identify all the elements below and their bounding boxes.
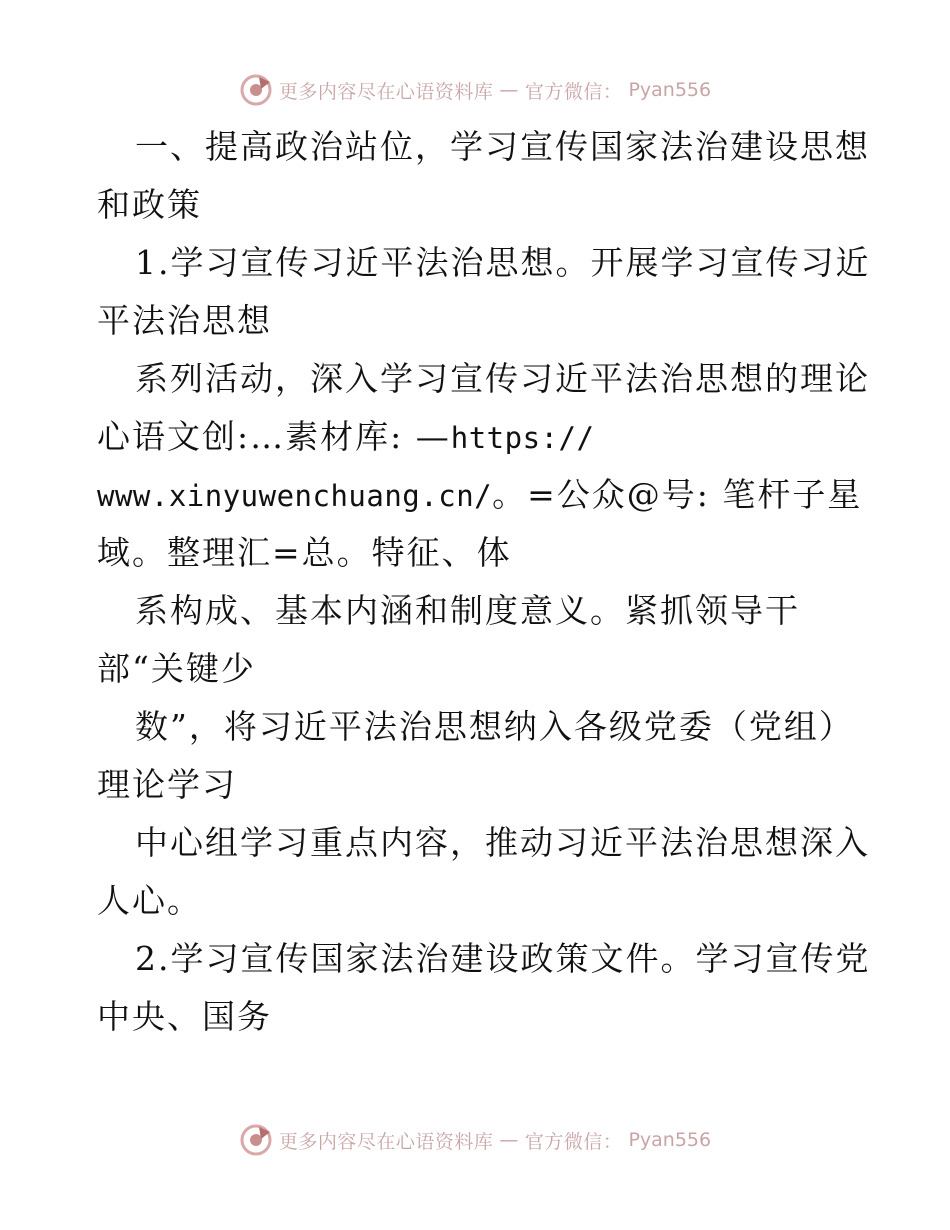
footer-watermark [0, 1120, 950, 1160]
watermark-text: 更多内容尽在心语资料库 [278, 80, 494, 103]
text-line: 系构成、基本内涵和制度意义。紧抓领导干 [135, 591, 800, 630]
url-segment: www.xinyuwenchuang.cn/ [97, 479, 493, 513]
text-line-with-url [97, 408, 857, 466]
text-line: 中心组学习重点内容，推动习近平法治思想深入 [135, 823, 870, 862]
text-segment: 。=公众@号: 笔杆子星 [492, 475, 863, 514]
watermark-suffix: 官方微信： [524, 80, 623, 103]
header-watermark [0, 70, 950, 110]
watermark-text: 更多内容尽在心语资料库 [278, 1130, 494, 1153]
text-line: 数”，将习近平法治思想纳入各级党委（党组） [135, 707, 854, 746]
text-line: 和政策 [97, 185, 202, 224]
text-line: 2.学习宣传国家法治建设政策文件。学习宣传党 [135, 939, 871, 978]
document-body [97, 118, 871, 1046]
text-line: 1.学习宣传习近平法治思想。开展学习宣传习近 [135, 243, 871, 282]
text-line: 理论学习 [97, 765, 237, 804]
text-line: 一、提高政治站位，学习宣传国家法治建设思想 [135, 127, 870, 166]
text-line: 平法治思想 [97, 301, 272, 340]
text-line: 人心。 [97, 881, 202, 920]
url-segment: https:// [450, 421, 595, 455]
text-line-with-url [97, 466, 863, 524]
text-line: 中央、国务 [97, 997, 272, 1036]
text-segment: 心语文创:…素材库: — [97, 417, 451, 456]
watermark-id: Pyan556 [628, 1129, 712, 1151]
text-line: 域。整理汇=总。特征、体 [97, 533, 512, 572]
watermark-dash: — [499, 79, 519, 101]
watermark-id: Pyan556 [628, 79, 712, 101]
text-line: 系列活动，深入学习宣传习近平法治思想的理论 [135, 359, 870, 398]
brand-logo-icon [239, 1123, 273, 1157]
text-line: 部“关键少 [97, 649, 256, 688]
brand-logo-icon [239, 73, 273, 107]
watermark-suffix: 官方微信： [524, 1130, 623, 1153]
watermark-dash: — [499, 1129, 519, 1151]
